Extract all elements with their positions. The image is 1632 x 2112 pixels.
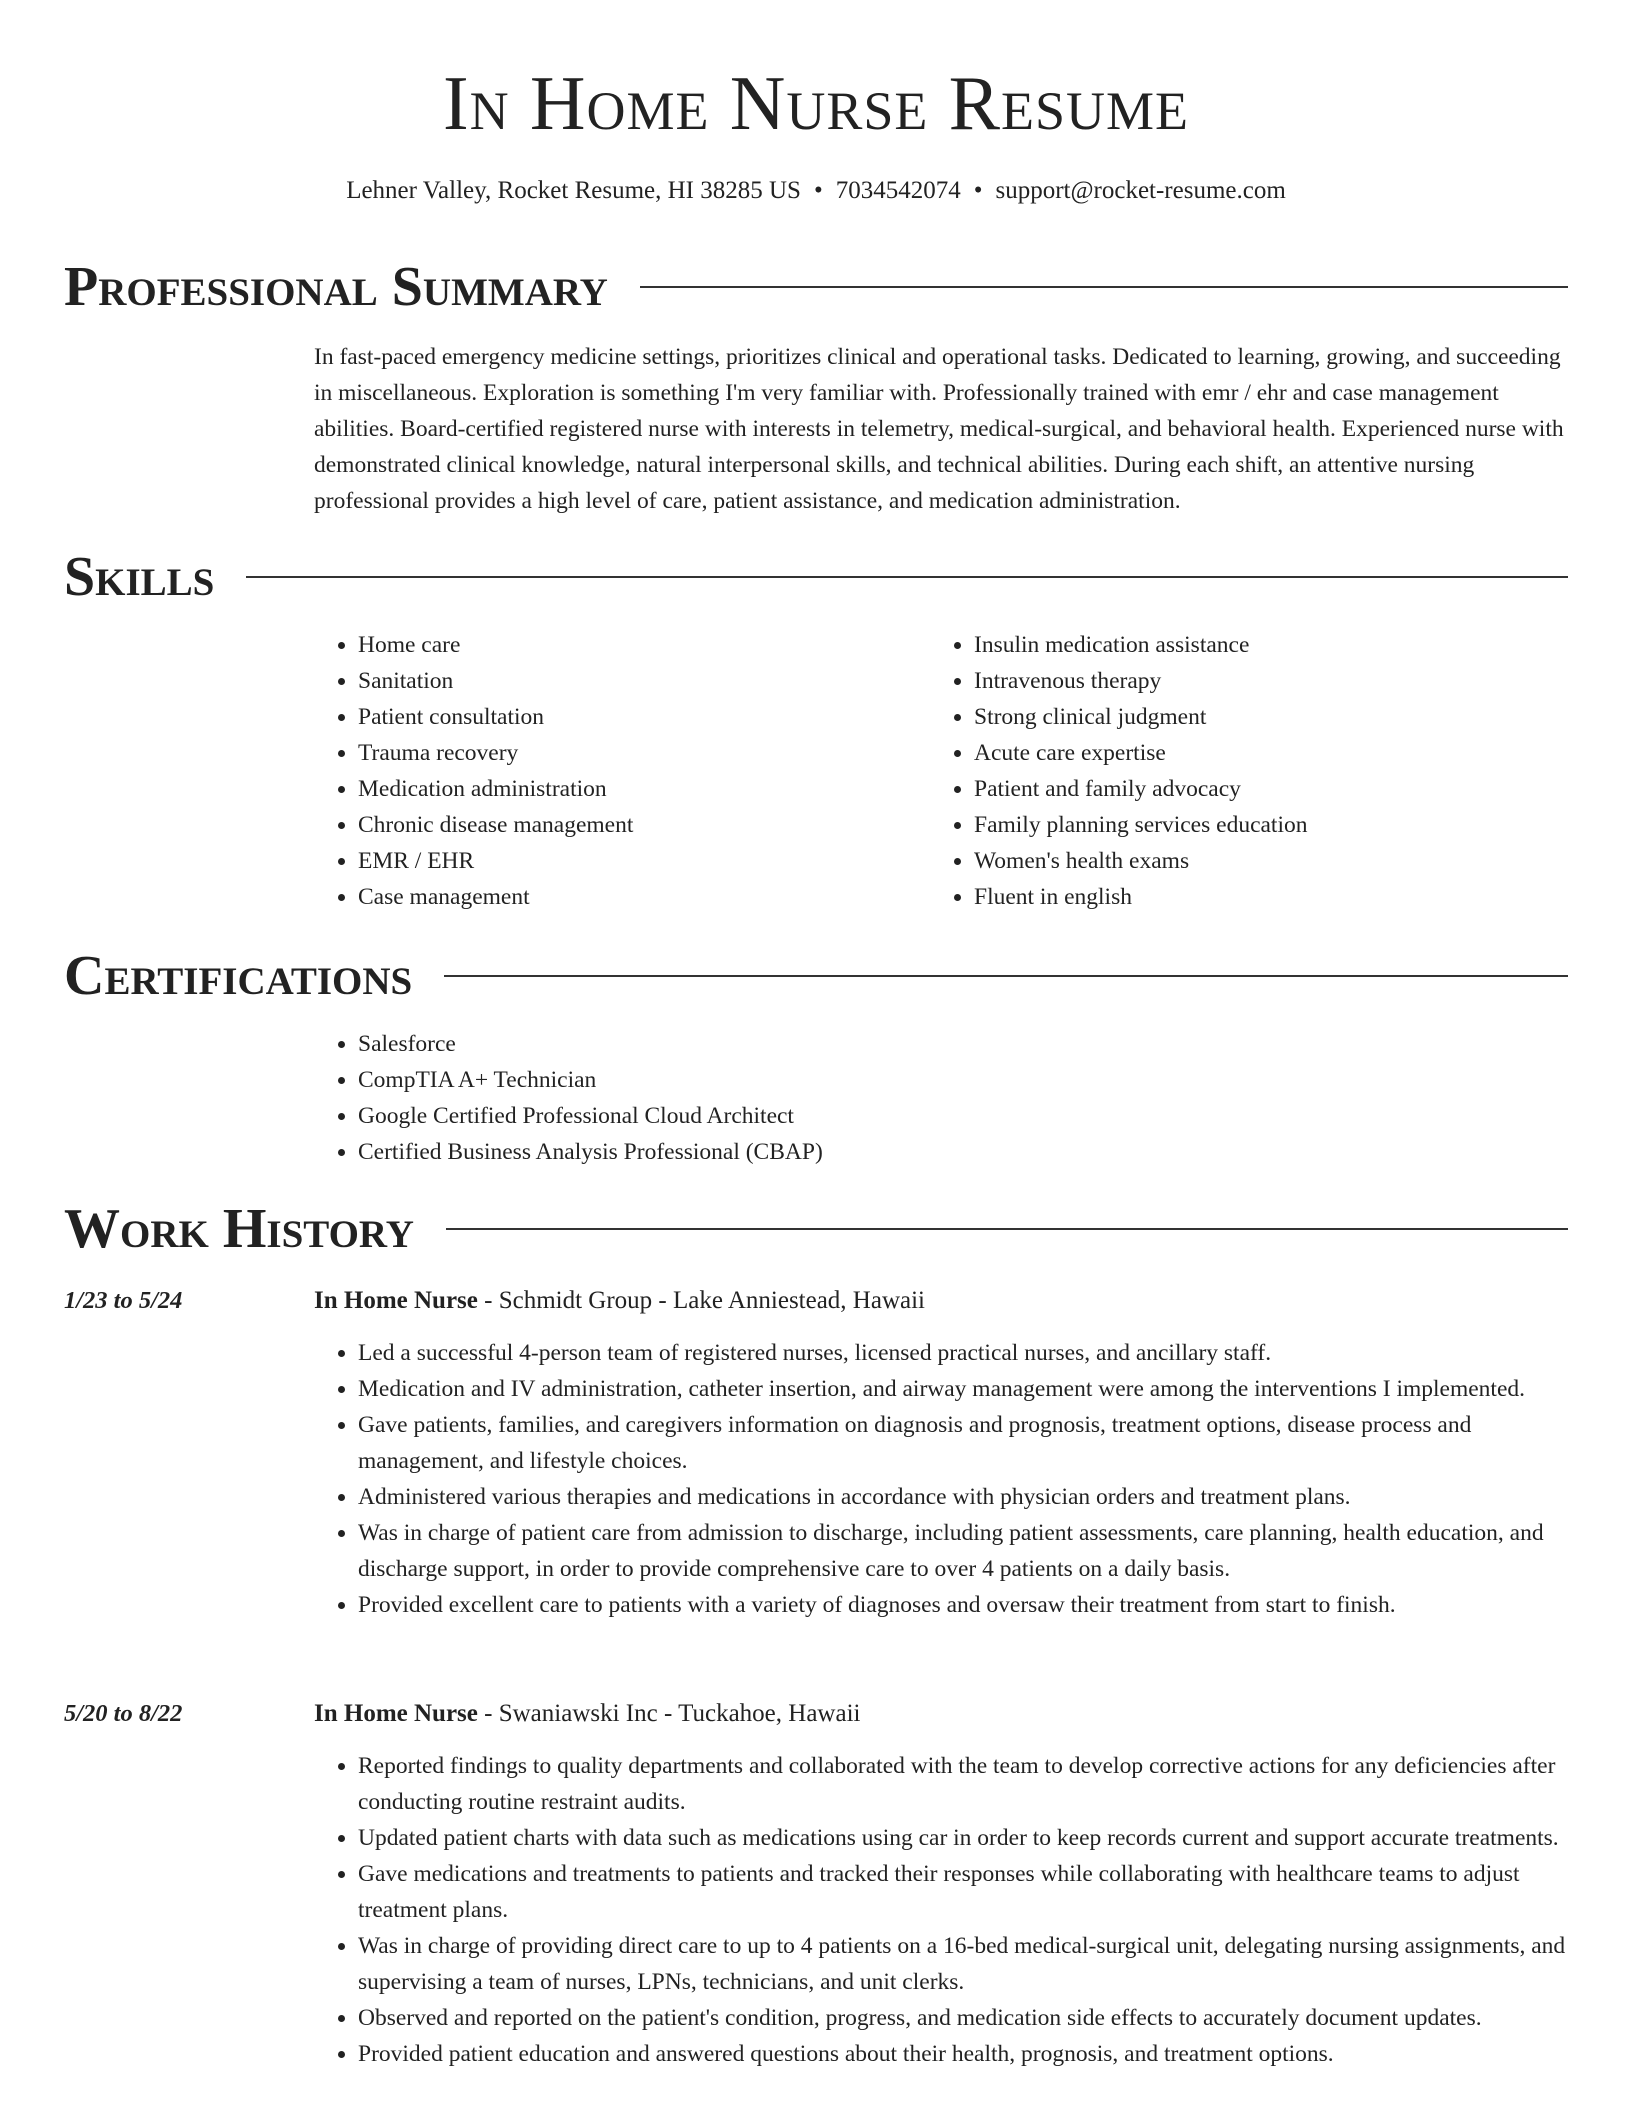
job-bullet: • Was in charge of patient care from admission to discharge, including patient assessments, care planning, health education, and discharge support, in order to provide comprehensive care to over 4 patients on a daily basis. <box>358 1515 1568 1587</box>
job-bullets <box>314 1335 1568 1623</box>
section-divider <box>446 1228 1568 1230</box>
section-divider <box>444 975 1568 977</box>
resume-title: In Home Nurse Resume <box>442 60 1189 146</box>
job-heading: In Home Nurse - Swaniawski Inc - Tuckahoe, Hawaii <box>314 1700 861 1727</box>
skill-item: • Case management <box>358 879 914 915</box>
summary-section-header <box>64 255 1568 319</box>
job-bullet: • Provided patient education and answered questions about their health, prognosis, and treatment options. <box>358 2036 1568 2072</box>
job-bullet: • Provided excellent care to patients with a variety of diagnoses and oversaw their treatment from start to finish. <box>358 1587 1568 1623</box>
job-bullet: • Gave medications and treatments to patients and tracked their responses while collaborating with healthcare teams to adjust treatment plans. <box>358 1856 1568 1928</box>
skill-item: • Family planning services education <box>974 807 1564 843</box>
section-divider <box>640 286 1568 288</box>
job-bullet: • Led a successful 4-person team of registered nurses, licensed practical nurses, and ancillary staff. <box>358 1335 1568 1371</box>
job-bullets <box>314 1748 1568 2072</box>
certification-item: • CompTIA A+ Technician <box>358 1062 1214 1098</box>
job-title: In Home Nurse <box>314 1287 478 1314</box>
skill-item: • Patient consultation <box>358 699 914 735</box>
certification-item: • Certified Business Analysis Professional (CBAP) <box>358 1134 1214 1170</box>
job-bullet: • Gave patients, families, and caregivers information on diagnosis and prognosis, treatment options, disease process and management, and lifestyle choices. <box>358 1407 1568 1479</box>
job-bullet: • Reported findings to quality departments and collaborated with the team to develop corrective actions for any deficiencies after conducting routine restraint audits. <box>358 1748 1568 1820</box>
certification-item: • Salesforce <box>358 1026 1214 1062</box>
skills-section-header <box>64 545 1568 609</box>
skill-item: • Women's health exams <box>974 843 1564 879</box>
skill-item: • Fluent in english <box>974 879 1564 915</box>
skill-item: • Chronic disease management <box>358 807 914 843</box>
section-divider <box>246 576 1568 578</box>
section-title-summary: Professional Summary <box>64 256 608 318</box>
skill-item: • EMR / EHR <box>358 843 914 879</box>
summary-text: In fast-paced emergency medicine settings, prioritizes clinical and operational tasks. Dedicated to learning, growing, and succeeding in miscellaneous. Exploration is something I'm very familiar with. Professionally trained with emr / ehr and case management abilities. Board-certified registered nurse with interests in telemetry, medical-surgical, and behavioral health. Experienced nurse with demonstrated clinical knowledge, natural interpersonal skills, and technical abilities. During each shift, an attentive nursing professional provides a high level of care, patient assistance, and medication administration. <box>314 344 1564 514</box>
job-bullet: • Medication and IV administration, catheter insertion, and airway management were among the interventions I implemented. <box>358 1371 1568 1407</box>
job-title: In Home Nurse <box>314 1700 478 1727</box>
job-dates: 5/20 to 8/22 <box>64 1700 183 1727</box>
contact-line <box>0 174 1632 208</box>
job-dates: 1/23 to 5/24 <box>64 1287 183 1314</box>
contact-separator: • <box>973 177 983 204</box>
job-company: Schmidt Group - Lake Anniestead, Hawaii <box>498 1287 926 1314</box>
skill-item: • Intravenous therapy <box>974 663 1564 699</box>
skill-item: • Insulin medication assistance <box>974 627 1564 663</box>
skill-item: • Medication administration <box>358 771 914 807</box>
job-bullet: • Administered various therapies and medications in accordance with physician orders and treatment plans. <box>358 1479 1568 1515</box>
contact-address: Lehner Valley, Rocket Resume, HI 38285 US <box>346 177 801 204</box>
skill-item: • Strong clinical judgment <box>974 699 1564 735</box>
job-bullet: • Was in charge of providing direct care to up to 4 patients on a 16-bed medical-surgical unit, delegating nursing assignments, and supervising a team of nurses, LPNs, technicians, and unit clerks. <box>358 1928 1568 2000</box>
section-title-work-history: Work History <box>64 1198 414 1260</box>
section-title-certifications: Certifications <box>64 945 413 1007</box>
skill-item: • Sanitation <box>358 663 914 699</box>
skill-item: • Acute care expertise <box>974 735 1564 771</box>
skill-item: • Trauma recovery <box>358 735 914 771</box>
job-company: Swaniawski Inc - Tuckahoe, Hawaii <box>498 1700 861 1727</box>
skills-column-left <box>314 627 914 915</box>
skills-column-right <box>930 627 1564 915</box>
contact-email: support@rocket-resume.com <box>995 177 1286 204</box>
contact-phone: 7034542074 <box>835 177 961 204</box>
job-bullet: • Observed and reported on the patient's condition, progress, and medication side effects to accurately document updates. <box>358 2000 1568 2036</box>
work-section-header <box>64 1197 1568 1261</box>
certifications-list <box>314 1026 1214 1170</box>
skill-item: • Patient and family advocacy <box>974 771 1564 807</box>
certification-item: • Google Certified Professional Cloud Architect <box>358 1098 1214 1134</box>
job-bullet: • Updated patient charts with data such as medications using car in order to keep records current and support accurate treatments. <box>358 1820 1568 1856</box>
certifications-section-header <box>64 944 1568 1008</box>
section-title-skills: Skills <box>64 546 215 608</box>
job-heading: In Home Nurse - Schmidt Group - Lake Anniestead, Hawaii <box>314 1287 926 1314</box>
contact-separator: • <box>813 177 823 204</box>
skill-item: • Home care <box>358 627 914 663</box>
